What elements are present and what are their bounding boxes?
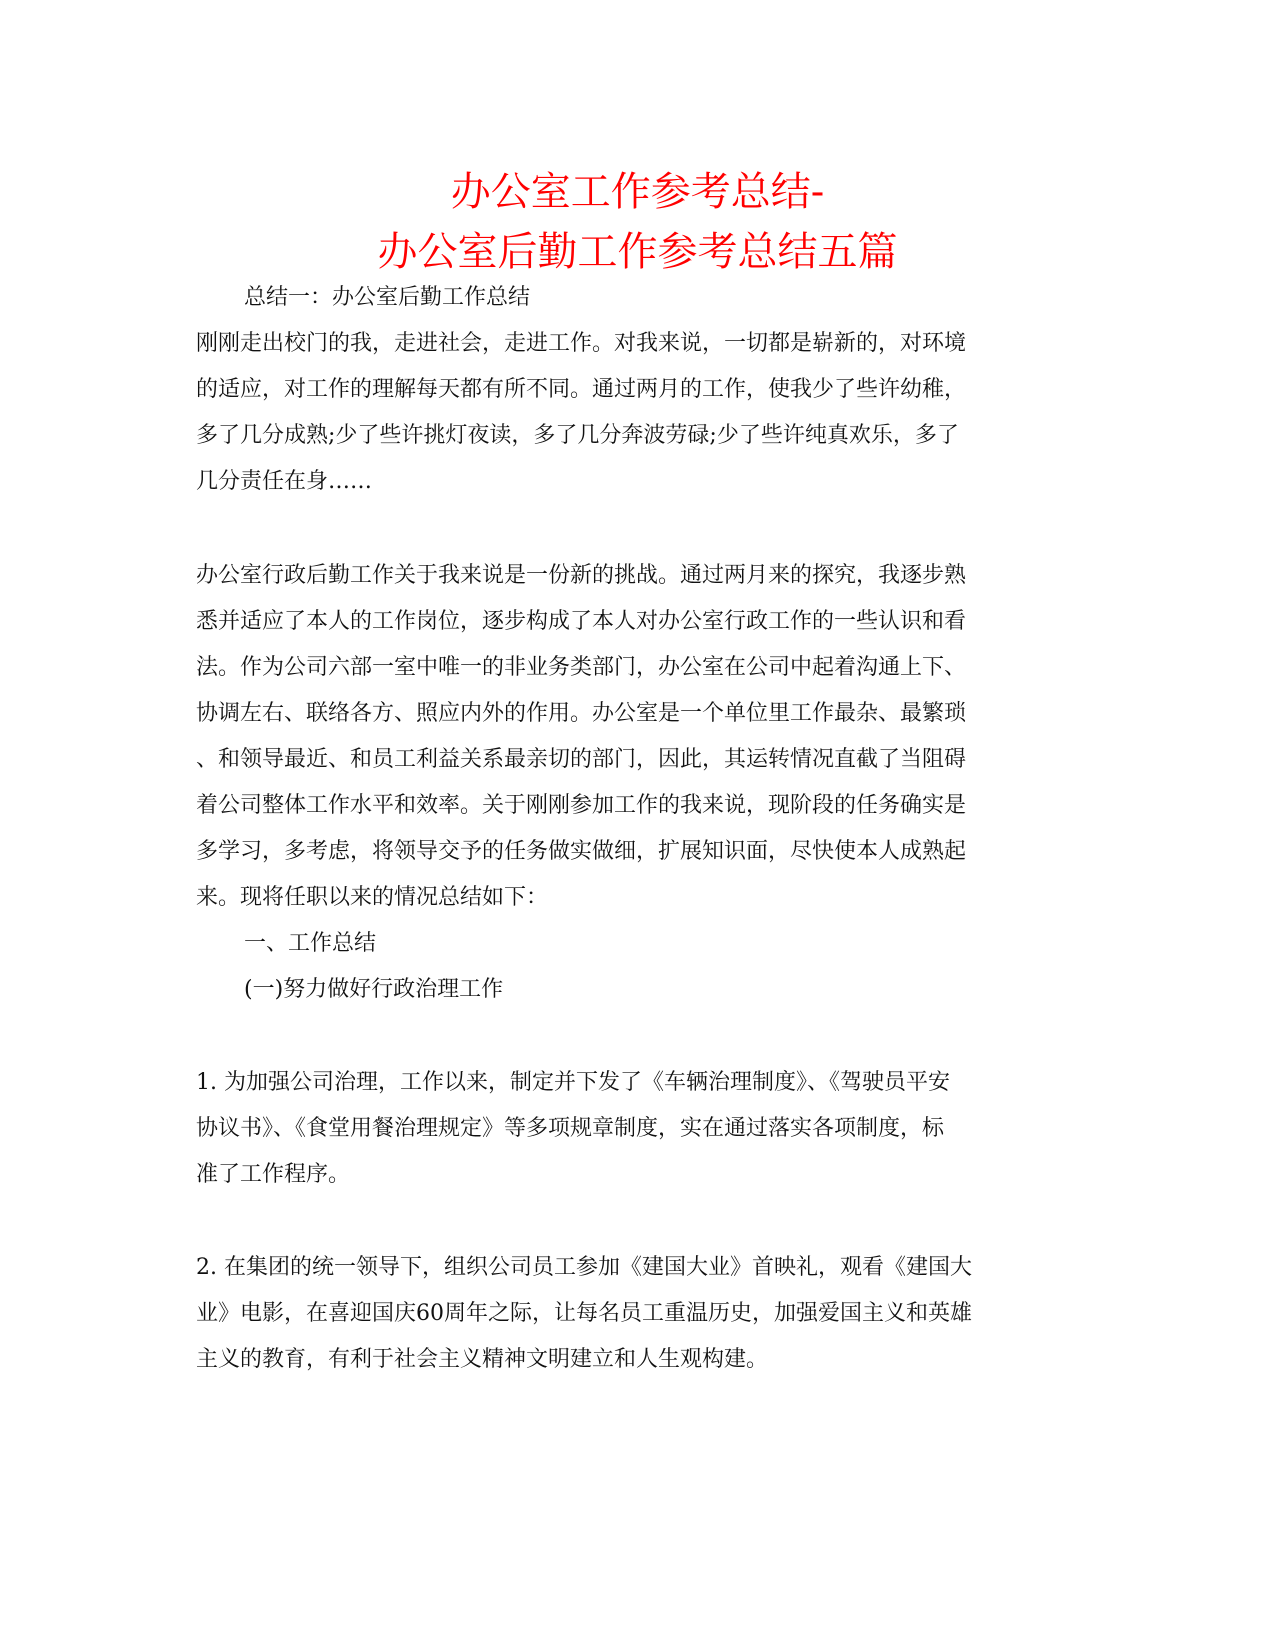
- paragraph-line: 办公室行政后勤工作关于我来说是一份新的挑战。通过两月来的探究，我逐步熟: [196, 563, 967, 588]
- paragraph-line: 几分责任在身……: [196, 469, 373, 494]
- paragraph-line: 着公司整体工作水平和效率。关于刚刚参加工作的我来说，现阶段的任务确实是: [196, 793, 967, 818]
- paragraph-line: 法。作为公司六部一室中唯一的非业务类部门，办公室在公司中起着沟通上下、: [196, 655, 967, 680]
- list-item-line: 2. 在集团的统一领导下，组织公司员工参加《建国大业》首映礼，观看《建国大: [196, 1255, 972, 1280]
- list-item-line: 协议书》、《食堂用餐治理规定》等多项规章制度，实在通过落实各项制度，标: [196, 1116, 945, 1141]
- list-item-line: 业》电影，在喜迎国庆60周年之际，让每名员工重温历史，加强爱国主义和英雄: [196, 1301, 972, 1326]
- paragraph-line: 来。现将任职以来的情况总结如下：: [196, 885, 549, 910]
- paragraph-line: 协调左右、联络各方、照应内外的作用。办公室是一个单位里工作最杂、最繁琐: [196, 701, 967, 726]
- subsection-heading: (一)努力做好行政治理工作: [244, 977, 504, 1002]
- paragraph-line: 的适应，对工作的理解每天都有所不同。通过两月的工作，使我少了些许幼稚，: [196, 377, 967, 402]
- paragraph-line: 悉并适应了本人的工作岗位，逐步构成了本人对办公室行政工作的一些认识和看: [196, 609, 967, 634]
- paragraph-line: 、和领导最近、和员工利益关系最亲切的部门，因此，其运转情况直截了当阻碍: [196, 747, 967, 772]
- document-title-line-1: 办公室工作参考总结-: [450, 169, 825, 215]
- list-item-line: 主义的教育，有利于社会主义精神文明建立和人生观构建。: [196, 1347, 769, 1372]
- paragraph-line: 多了几分成熟;少了些许挑灯夜读，多了几分奔波劳碌;少了些许纯真欢乐，多了: [196, 423, 959, 448]
- list-item-line: 准了工作程序。: [196, 1162, 351, 1187]
- section-heading: 总结一：办公室后勤工作总结: [244, 285, 531, 310]
- document-title-line-2: 办公室后勤工作参考总结五篇: [377, 229, 898, 275]
- list-item-line: 1. 为加强公司治理，工作以来，制定并下发了《车辆治理制度》、《驾驶员平安: [196, 1070, 950, 1095]
- paragraph-line: 刚刚走出校门的我，走进社会，走进工作。对我来说，一切都是崭新的，对环境: [196, 331, 967, 356]
- section-heading: 一、工作总结: [244, 931, 377, 956]
- paragraph-line: 多学习，多考虑，将领导交予的任务做实做细，扩展知识面，尽快使本人成熟起: [196, 839, 967, 864]
